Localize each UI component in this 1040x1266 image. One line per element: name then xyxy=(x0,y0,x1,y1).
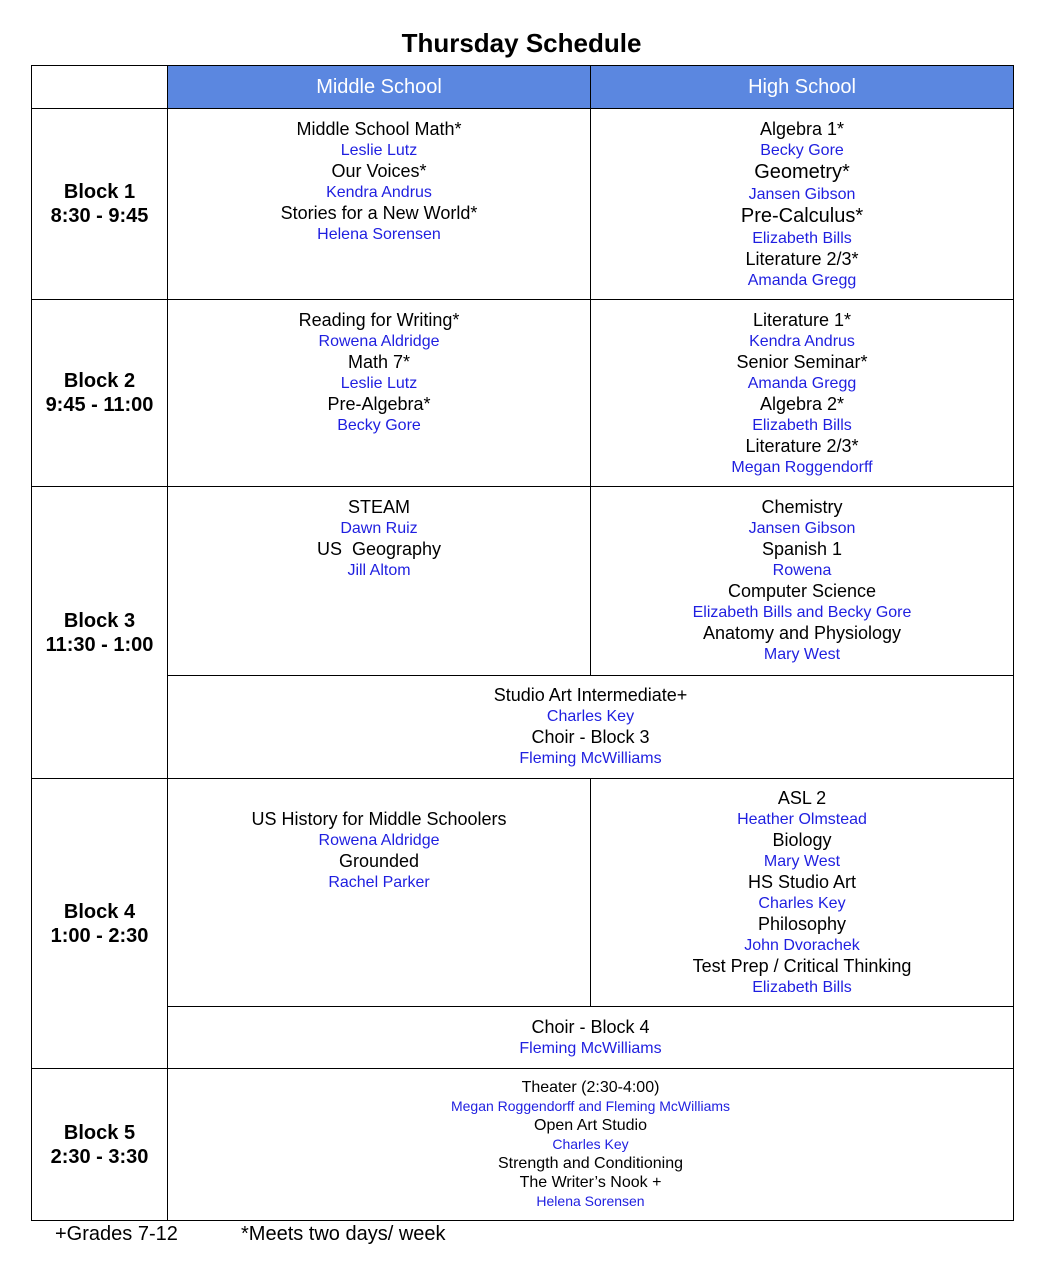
block-label xyxy=(32,1069,168,1221)
course-name: Senior Seminar* xyxy=(736,352,868,372)
teacher-name: Jansen Gibson xyxy=(748,520,856,537)
course-name: US Geography xyxy=(316,539,442,559)
course-name: Chemistry xyxy=(761,497,843,517)
block-1-middle-school-cell xyxy=(168,109,591,300)
course-name: Choir - Block 4 xyxy=(531,1016,650,1037)
course-name: Philosophy xyxy=(757,913,847,934)
course-name: Studio Art Intermediate+ xyxy=(493,685,688,705)
teacher-name: Mary West xyxy=(763,852,841,870)
block-label xyxy=(32,109,168,300)
teacher-name: Fleming McWilliams xyxy=(519,750,662,767)
teacher-name: Elizabeth Bills xyxy=(752,978,852,996)
header-row xyxy=(32,66,1014,109)
teacher-name: Rowena Aldridge xyxy=(318,831,440,849)
course-name: The Writer’s Nook + xyxy=(519,1174,662,1191)
teacher-name: Heather Olmstead xyxy=(737,810,867,828)
course-name: Grounded xyxy=(338,850,420,871)
block-time: 2:30 - 3:30 xyxy=(50,1145,149,1168)
course-name: Reading for Writing* xyxy=(298,310,460,330)
block-time: 11:30 - 1:00 xyxy=(45,633,154,656)
block-3-shared-row xyxy=(32,676,1014,779)
teacher-name: Elizabeth Bills xyxy=(752,417,852,434)
block-1-high-school-cell xyxy=(591,109,1014,300)
teacher-name: Charles Key xyxy=(758,894,846,912)
teacher-name: Leslie Lutz xyxy=(340,142,418,159)
block-name: Block 5 xyxy=(63,1121,136,1144)
teacher-name: Becky Gore xyxy=(760,142,844,159)
course-name: Literature 1* xyxy=(752,310,852,330)
teacher-name: Mary West xyxy=(763,646,841,663)
block-label xyxy=(32,779,168,1069)
block-3-row xyxy=(32,487,1014,676)
footnote-meets: *Meets two days/ week xyxy=(241,1223,446,1245)
teacher-name: Rowena Aldridge xyxy=(318,333,440,350)
course-name: US History for Middle Schoolers xyxy=(251,808,507,829)
block-time: 9:45 - 11:00 xyxy=(45,394,154,416)
header-middle-school: Middle School xyxy=(168,66,591,109)
teacher-name: Fleming McWilliams xyxy=(519,1039,662,1057)
course-name: Open Art Studio xyxy=(534,1117,647,1134)
course-name: Strength and Conditioning xyxy=(497,1155,684,1172)
teacher-name: Kendra Andrus xyxy=(749,333,855,350)
footnote-grades: +Grades 7-12 xyxy=(55,1223,178,1245)
teacher-name: Charles Key xyxy=(552,1136,629,1152)
block-time: 1:00 - 2:30 xyxy=(50,924,149,947)
teacher-name: Elizabeth Bills xyxy=(752,230,852,247)
teacher-name: John Dvorachek xyxy=(744,936,860,954)
course-name: Literature 2/3* xyxy=(745,249,859,269)
teacher-name: Rachel Parker xyxy=(328,873,430,891)
block-2-row xyxy=(32,300,1014,487)
course-name: Algebra 1* xyxy=(759,119,845,139)
block-4-row xyxy=(32,779,1014,1007)
page-title: Thursday Schedule xyxy=(401,28,642,58)
course-name: Spanish 1 xyxy=(761,539,843,559)
block-2-middle-school-cell xyxy=(168,300,591,487)
corner-cell xyxy=(32,66,168,109)
course-name: STEAM xyxy=(347,497,410,517)
course-name: Our Voices* xyxy=(331,161,427,181)
block-3-high-school-cell xyxy=(591,487,1014,676)
course-name: Geometry* xyxy=(754,161,850,183)
course-name: Test Prep / Critical Thinking xyxy=(692,955,912,976)
course-name: ASL 2 xyxy=(777,787,827,808)
teacher-name: Amanda Gregg xyxy=(747,375,857,392)
block-5-shared-cell xyxy=(168,1069,1014,1221)
block-4-middle-school-cell xyxy=(168,779,591,1007)
block-4-shared-cell xyxy=(168,1007,1014,1069)
course-name: Algebra 2* xyxy=(759,394,845,414)
teacher-name: Helena Sorensen xyxy=(536,1193,645,1209)
course-name: HS Studio Art xyxy=(747,871,857,892)
block-3-shared-cell xyxy=(168,676,1014,779)
course-name: Anatomy and Physiology xyxy=(702,623,902,643)
teacher-name: Charles Key xyxy=(546,708,635,725)
teacher-name: Jansen Gibson xyxy=(748,186,856,203)
teacher-name: Rowena xyxy=(772,562,832,579)
block-4-shared-row xyxy=(32,1007,1014,1069)
block-name: Block 3 xyxy=(63,609,136,632)
teacher-name: Kendra Andrus xyxy=(326,184,432,201)
teacher-name: Leslie Lutz xyxy=(340,375,418,392)
block-time: 8:30 - 9:45 xyxy=(50,205,149,227)
block-label xyxy=(32,300,168,487)
header-high-school: High School xyxy=(591,66,1014,109)
block-1-row xyxy=(32,109,1014,300)
teacher-name: Dawn Ruiz xyxy=(340,520,418,537)
block-3-middle-school-cell xyxy=(168,487,591,676)
course-name: Stories for a New World* xyxy=(280,203,478,223)
block-name: Block 4 xyxy=(63,900,136,923)
course-name: Computer Science xyxy=(727,581,877,601)
teacher-name: Helena Sorensen xyxy=(317,226,441,243)
block-2-high-school-cell xyxy=(591,300,1014,487)
teacher-name: Megan Roggendorff xyxy=(731,459,873,476)
teacher-name: Megan Roggendorff and Fleming McWilliams xyxy=(450,1098,731,1114)
course-name: Biology xyxy=(772,829,832,850)
teacher-name: Amanda Gregg xyxy=(747,272,857,289)
course-name: Theater (2:30-4:00) xyxy=(521,1079,660,1096)
teacher-name: Jill Altom xyxy=(347,562,411,579)
course-name: Choir - Block 3 xyxy=(531,727,650,747)
teacher-name: Elizabeth Bills and Becky Gore xyxy=(692,604,912,621)
course-name: Literature 2/3* xyxy=(745,436,859,456)
block-5-row xyxy=(32,1069,1014,1221)
block-label xyxy=(32,487,168,779)
block-4-high-school-cell xyxy=(591,779,1014,1007)
block-name: Block 2 xyxy=(63,370,136,392)
course-name: Math 7* xyxy=(347,352,411,372)
course-name: Pre-Algebra* xyxy=(327,394,431,414)
block-name: Block 1 xyxy=(63,181,136,203)
course-name: Pre-Calculus* xyxy=(740,205,864,227)
schedule-table xyxy=(31,65,1014,1221)
course-name: Middle School Math* xyxy=(296,119,462,139)
teacher-name: Becky Gore xyxy=(337,417,421,434)
